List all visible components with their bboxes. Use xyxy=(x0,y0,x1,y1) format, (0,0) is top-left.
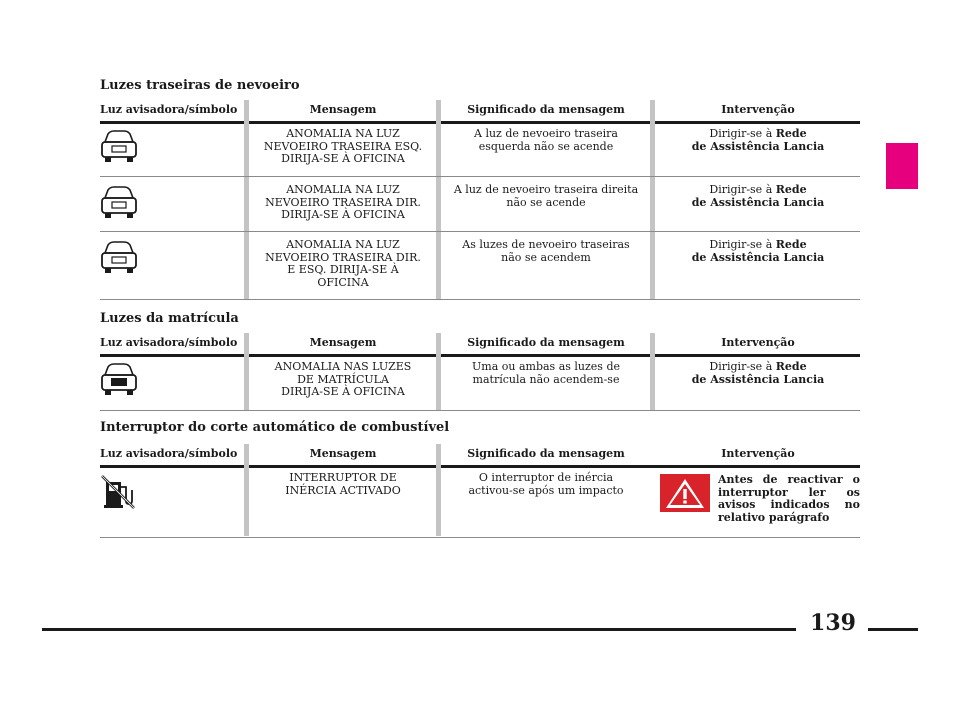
message-line: ANOMALIA NAS LUZES xyxy=(274,360,412,373)
header-rule xyxy=(100,465,860,468)
header-meaning: Significado da mensagem xyxy=(467,103,625,116)
meaning-cell xyxy=(440,184,652,209)
message-line: NEVOEIRO TRASEIRA DIR. xyxy=(265,195,421,209)
header-rule xyxy=(100,354,860,357)
message-cell xyxy=(250,239,436,289)
meaning-cell xyxy=(440,472,652,497)
header-meaning: Significado da mensagem xyxy=(467,336,625,349)
meaning-line: As luzes de nevoeiro traseiras xyxy=(462,238,630,251)
header-message: Mensagem xyxy=(309,336,377,349)
message-line: ANOMALIA NA LUZ xyxy=(286,183,400,196)
header-meaning: Significado da mensagem xyxy=(467,447,625,460)
meaning-line: A luz de nevoeiro traseira xyxy=(474,127,618,140)
header-message: Mensagem xyxy=(309,447,377,460)
message-line: DIRIJA-SE À OFICINA xyxy=(281,152,405,165)
section-plate-lights xyxy=(100,311,860,411)
header-symbol: Luz avisadora/símbolo xyxy=(100,103,238,116)
row-rule xyxy=(100,299,860,300)
fuel-pump-cutoff-icon xyxy=(100,474,136,510)
action-emphasis: de Assistência Lancia xyxy=(691,195,825,209)
message-cell xyxy=(250,472,436,497)
row-rule xyxy=(100,410,860,411)
table-row xyxy=(100,237,860,299)
meaning-cell xyxy=(440,128,652,153)
message-line: DIRIJA-SE À OFICINA xyxy=(281,385,405,398)
header-action: Intervenção xyxy=(721,447,795,460)
header-symbol: Luz avisadora/símbolo xyxy=(100,447,238,460)
meaning-line: esquerda não se acende xyxy=(478,139,614,153)
message-line: E ESQ. DIRIJA-SE À xyxy=(287,263,399,276)
message-line: ANOMALIA NA LUZ xyxy=(286,238,400,251)
page-number: 139 xyxy=(810,610,856,636)
car-rear-icon xyxy=(100,130,138,164)
section-fuel-cutoff xyxy=(100,420,860,538)
section-title: Luzes da matrícula xyxy=(100,311,239,326)
header-rule xyxy=(100,121,860,124)
meaning-line: não se acende xyxy=(506,195,586,209)
car-rear-plate-icon xyxy=(100,363,138,397)
message-line: DIRIJA-SE À OFICINA xyxy=(281,208,405,221)
message-line: ANOMALIA NA LUZ xyxy=(286,127,400,140)
message-line: NEVOEIRO TRASEIRA DIR. xyxy=(265,250,421,264)
footer-rule xyxy=(42,628,796,631)
header-action: Intervenção xyxy=(721,103,795,116)
action-emphasis: Rede xyxy=(775,183,807,196)
message-line: OFICINA xyxy=(317,275,369,289)
action-emphasis: de Assistência Lancia xyxy=(691,372,825,386)
warning-note xyxy=(660,474,860,524)
section-title: Luzes traseiras de nevoeiro xyxy=(100,78,300,93)
table-header xyxy=(100,444,860,466)
action-text: Dirigir-se à xyxy=(709,238,776,251)
message-cell xyxy=(250,361,436,399)
footer-rule xyxy=(868,628,918,631)
message-cell xyxy=(250,128,436,166)
car-rear-icon xyxy=(100,241,138,275)
meaning-cell xyxy=(440,239,652,264)
car-rear-icon xyxy=(100,186,138,220)
message-line: NEVOEIRO TRASEIRA ESQ. xyxy=(263,139,423,153)
action-text: Dirigir-se à xyxy=(709,360,776,373)
table-row xyxy=(100,359,860,409)
action-cell xyxy=(656,184,860,209)
chapter-tab xyxy=(886,143,918,189)
action-cell xyxy=(656,361,860,386)
action-emphasis: Rede xyxy=(775,238,807,251)
header-message: Mensagem xyxy=(309,103,377,116)
action-emphasis: Rede xyxy=(775,360,807,373)
table-row xyxy=(100,470,860,536)
meaning-cell xyxy=(440,361,652,386)
meaning-line: activou-se após um impacto xyxy=(468,483,624,497)
meaning-line: matrícula não acendem-se xyxy=(472,372,620,386)
message-line: INTERRUPTOR DE xyxy=(289,471,397,484)
table-row xyxy=(100,126,860,176)
meaning-line: O interruptor de inércia xyxy=(478,471,614,484)
warning-text: Antes de reactivar o interruptor ler os avisos indicados no relativo parágrafo xyxy=(718,473,860,524)
action-emphasis: Rede xyxy=(775,127,807,140)
section-rear-fog-lights xyxy=(100,78,860,300)
row-rule xyxy=(100,231,860,232)
message-cell xyxy=(250,184,436,222)
table-header xyxy=(100,100,860,122)
message-line: DE MATRÍCULA xyxy=(297,372,389,386)
row-rule xyxy=(100,176,860,177)
message-line: INÉRCIA ACTIVADO xyxy=(285,483,401,497)
meaning-line: A luz de nevoeiro traseira direita xyxy=(453,183,639,196)
action-text: Dirigir-se à xyxy=(709,183,776,196)
action-emphasis: de Assistência Lancia xyxy=(691,139,825,153)
action-text: Dirigir-se à xyxy=(709,127,776,140)
section-title: Interruptor do corte automático de combustível xyxy=(100,420,450,435)
table-header xyxy=(100,333,860,355)
action-emphasis: de Assistência Lancia xyxy=(691,250,825,264)
meaning-line: não se acendem xyxy=(501,250,591,264)
action-cell xyxy=(656,239,860,264)
meaning-line: Uma ou ambas as luzes de xyxy=(472,360,620,373)
header-symbol: Luz avisadora/símbolo xyxy=(100,336,238,349)
row-rule xyxy=(100,537,860,538)
action-cell xyxy=(656,128,860,153)
warning-triangle-icon xyxy=(660,474,710,512)
header-action: Intervenção xyxy=(721,336,795,349)
table-row xyxy=(100,182,860,232)
